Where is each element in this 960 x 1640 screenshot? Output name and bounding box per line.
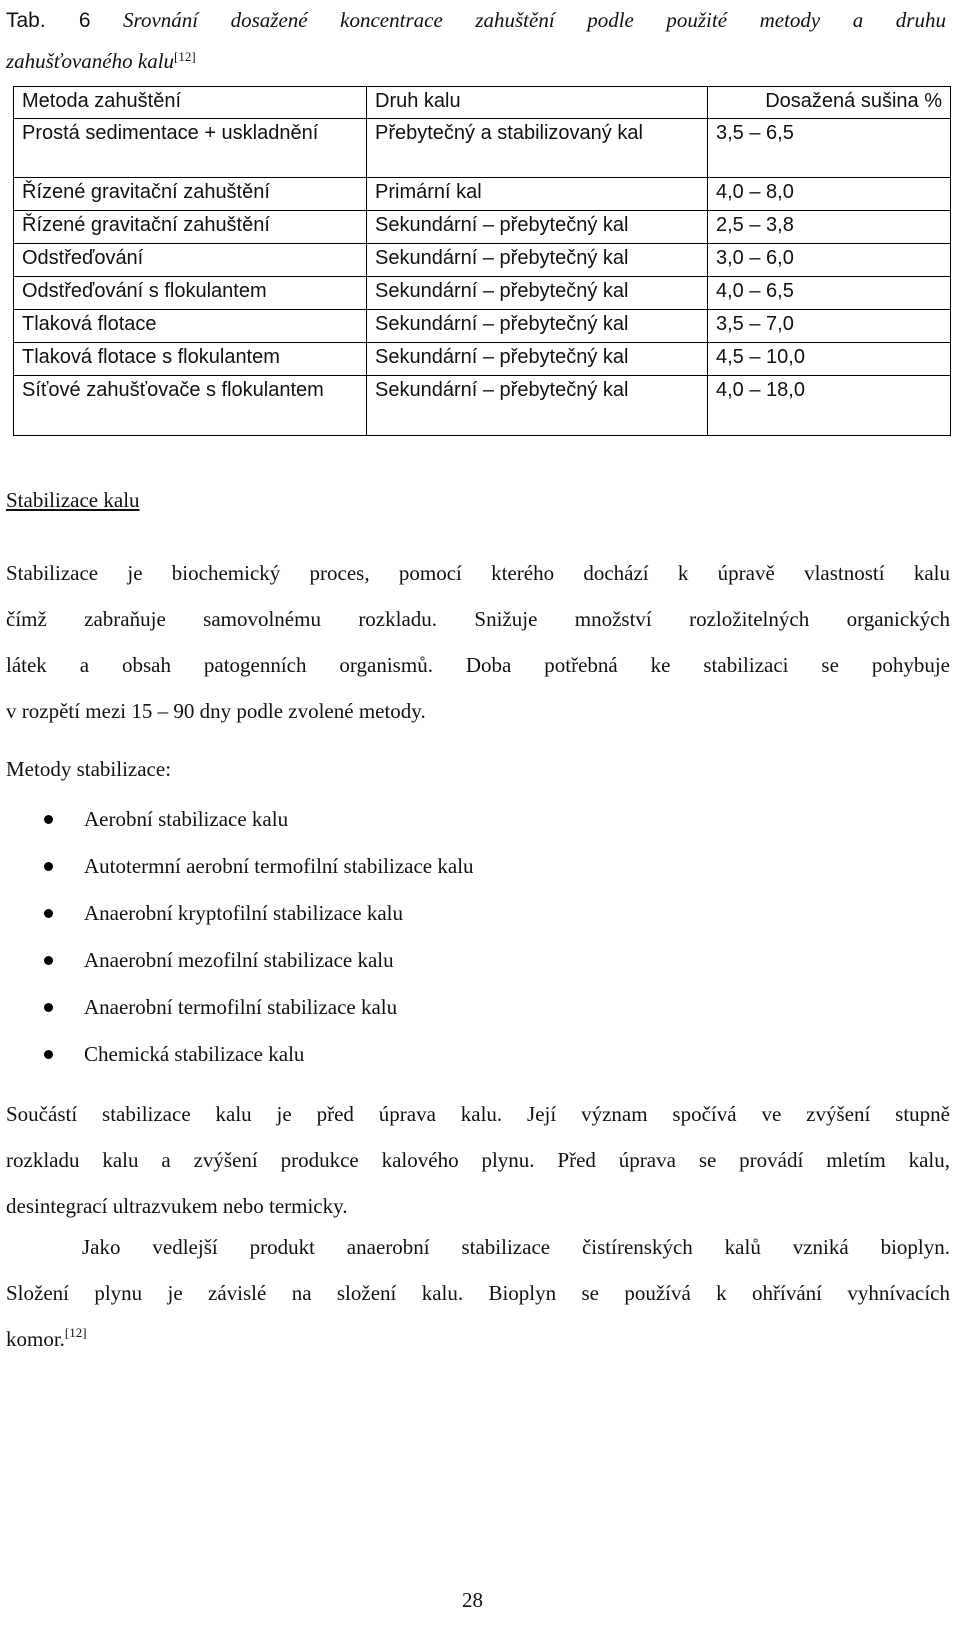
list-item-text: Anaerobní kryptofilní stabilizace kalu [84,901,403,925]
paragraph-biogas [6,1224,950,1362]
bullet-icon [44,1050,53,1059]
cell-dry-matter: 3,5 – 6,5 [708,119,951,178]
paragraph-line: v rozpětí mezi 15 – 90 dny podle zvolené metody. [6,699,426,723]
cell-dry-matter: 4,0 – 18,0 [708,376,951,436]
cell-method: Tlaková flotace s flokulantem [14,343,367,376]
cell-method: Řízené gravitační zahuštění [14,178,367,211]
cell-dry-matter: 2,5 – 3,8 [708,211,951,244]
bullet-icon [44,956,53,965]
bullet-icon [44,1003,53,1012]
list-item-text: Autotermní aerobní termofilní stabilizace kalu [84,854,474,878]
cell-sludge: Sekundární – přebytečný kal [367,310,708,343]
paragraph-line: Složení plynu je závislé na složení kalu. Bioplyn se používá k ohřívání vyhnívacích [6,1281,950,1305]
paragraph-line: Součástí stabilizace kalu je před úprava kalu. Její význam spočívá ve zvýšení stupně [6,1102,950,1126]
cell-dry-matter: 4,0 – 6,5 [708,277,951,310]
cell-dry-matter: 4,5 – 10,0 [708,343,951,376]
cell-method: Odstřeďování [14,244,367,277]
page-number: 28 [462,1588,483,1612]
caption-title-line-1: Srovnání dosažené koncentrace zahuštění podle použité metody a druhu [123,8,946,32]
paragraph-line: desintegrací ultrazvukem nebo termicky. [6,1194,348,1218]
table-caption [6,0,946,82]
paragraph-line: komor. [6,1327,65,1351]
cell-sludge: Sekundární – přebytečný kal [367,376,708,436]
list-item-text: Chemická stabilizace kalu [84,1042,305,1066]
cell-dry-matter: 3,5 – 7,0 [708,310,951,343]
cell-sludge: Sekundární – přebytečný kal [367,211,708,244]
paragraph-pretreatment [6,1091,950,1229]
column-header-dry-matter: Dosažená sušina % [708,87,951,119]
caption-line-2 [6,41,946,82]
section-heading: Stabilizace kalu [6,488,140,512]
cell-method: Odstřeďování s flokulantem [14,277,367,310]
column-header-method: Metoda zahuštění [14,87,367,119]
cell-sludge: Sekundární – přebytečný kal [367,343,708,376]
cell-sludge: Sekundární – přebytečný kal [367,277,708,310]
table-row [14,343,951,376]
table-row [14,277,951,310]
paragraph-line: Stabilizace je biochemický proces, pomocí kterého dochází k úpravě vlastností kalu [6,561,950,585]
paragraph-reference: [12] [64,1325,87,1340]
paragraph-line: čímž zabraňuje samovolnému rozkladu. Snižuje množství rozložitelných organických [6,607,950,631]
methods-intro: Metody stabilizace: [6,757,172,781]
bullet-icon [44,815,53,824]
table-row [14,211,951,244]
paragraph-line: rozkladu kalu a zvýšení produkce kalového plynu. Před úprava se provádí mletím kalu, [6,1148,950,1172]
thickening-methods-table [13,86,951,436]
cell-sludge: Primární kal [367,178,708,211]
cell-method: Tlaková flotace [14,310,367,343]
table-row [14,244,951,277]
table-header-row [14,87,951,119]
cell-sludge: Sekundární – přebytečný kal [367,244,708,277]
cell-method: Řízené gravitační zahuštění [14,211,367,244]
table-row [14,178,951,211]
bullet-icon [44,909,53,918]
list-item-text: Anaerobní termofilní stabilizace kalu [84,995,398,1019]
paragraph-line-last [6,1316,950,1362]
cell-dry-matter: 4,0 – 8,0 [708,178,951,211]
list-item-text: Anaerobní mezofilní stabilizace kalu [84,948,394,972]
cell-method: Prostá sedimentace + uskladnění [14,119,367,178]
list-item-text: Aerobní stabilizace kalu [84,807,289,831]
caption-reference: [12] [174,49,196,64]
caption-title-line-2: zahušťovaného kalu [6,49,175,73]
caption-label: Tab. 6 [6,9,91,32]
bullet-icon [44,862,53,871]
paragraph-line: látek a obsah patogenních organismů. Doba potřebná ke stabilizaci se pohybuje [6,653,950,677]
table-row [14,310,951,343]
cell-dry-matter: 3,0 – 6,0 [708,244,951,277]
paragraph-stabilization-definition [6,550,950,734]
cell-method: Síťové zahušťovače s flokulantem [14,376,367,436]
paragraph-line: Jako vedlejší produkt anaerobní stabilizace čistírenských kalů vzniká bioplyn. [82,1235,950,1259]
caption-line-1 [6,0,946,41]
column-header-sludge: Druh kalu [367,87,708,119]
cell-sludge: Přebytečný a stabilizovaný kal [367,119,708,178]
table-row [14,119,951,178]
table-row [14,376,951,436]
